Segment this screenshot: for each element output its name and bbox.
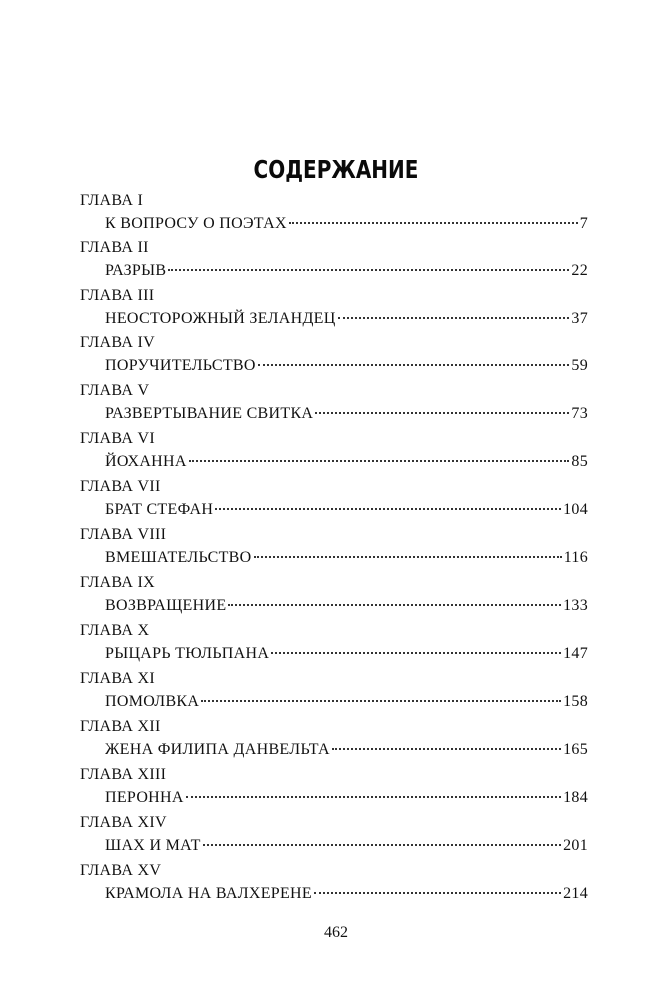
chapter-label: ГЛАВА IV bbox=[80, 334, 155, 351]
dot-leader bbox=[254, 555, 562, 558]
chapter-page: 214 bbox=[563, 885, 588, 902]
chapter-title: ВОЗВРАЩЕНИЕ bbox=[105, 597, 227, 614]
toc-entry bbox=[105, 213, 588, 235]
chapter-title: ПОМОЛВКА bbox=[105, 693, 200, 710]
toc-entry bbox=[105, 835, 588, 857]
toc-entry bbox=[105, 451, 588, 473]
chapter-label: ГЛАВА V bbox=[80, 382, 150, 399]
dot-leader bbox=[186, 795, 561, 798]
chapter-page: 147 bbox=[563, 645, 588, 662]
toc-entry bbox=[105, 403, 588, 425]
chapter-page: 22 bbox=[571, 262, 588, 279]
chapter-title: НЕОСТОРОЖНЫЙ ЗЕЛАНДЕЦ bbox=[105, 310, 336, 327]
chapter-label: ГЛАВА XIV bbox=[80, 814, 167, 831]
chapter-page: 104 bbox=[563, 501, 588, 518]
dot-leader bbox=[168, 268, 569, 271]
dot-leader bbox=[215, 507, 561, 510]
toc-entry bbox=[105, 260, 588, 282]
page-number: 462 bbox=[324, 924, 348, 941]
dot-leader bbox=[189, 459, 570, 462]
dot-leader bbox=[258, 363, 570, 366]
dot-leader bbox=[314, 891, 561, 894]
chapter-label: ГЛАВА II bbox=[80, 239, 149, 256]
chapter-title: ВМЕШАТЕЛЬСТВО bbox=[105, 549, 252, 566]
chapter-page: 116 bbox=[563, 549, 588, 566]
chapter-label: ГЛАВА VII bbox=[80, 478, 161, 495]
chapter-label: ГЛАВА VI bbox=[80, 430, 155, 447]
toc-entry bbox=[105, 883, 588, 905]
chapter-title: РЫЦАРЬ ТЮЛЬПАНА bbox=[105, 645, 270, 662]
dot-leader bbox=[271, 651, 561, 654]
toc-entry bbox=[105, 355, 588, 377]
toc-entry bbox=[105, 643, 588, 665]
chapter-title: РАЗВЕРТЫВАНИЕ СВИТКА bbox=[105, 405, 314, 422]
toc-entry bbox=[105, 499, 588, 521]
chapter-page: 201 bbox=[563, 837, 588, 854]
dot-leader bbox=[203, 843, 561, 846]
chapter-label: ГЛАВА XIII bbox=[80, 766, 167, 783]
chapter-label: ГЛАВА IX bbox=[80, 574, 155, 591]
chapter-title: РАЗРЫВ bbox=[105, 262, 167, 279]
toc-entry bbox=[105, 787, 588, 809]
dot-leader bbox=[228, 603, 561, 606]
chapter-page: 165 bbox=[563, 741, 588, 758]
chapter-title: ПОРУЧИТЕЛЬСТВО bbox=[105, 357, 256, 374]
chapter-label: ГЛАВА XII bbox=[80, 718, 161, 735]
chapter-title: К ВОПРОСУ О ПОЭТАХ bbox=[105, 215, 287, 232]
chapter-page: 133 bbox=[563, 597, 588, 614]
chapter-label: ГЛАВА X bbox=[80, 622, 150, 639]
chapter-title: ЖЕНА ФИЛИПА ДАНВЕЛЬТА bbox=[105, 741, 330, 758]
chapter-label: ГЛАВА VIII bbox=[80, 526, 167, 543]
chapter-page: 59 bbox=[571, 357, 588, 374]
chapter-page: 85 bbox=[571, 453, 588, 470]
dot-leader bbox=[332, 747, 561, 750]
chapter-title: ПЕРОННА bbox=[105, 789, 184, 806]
toc-entry bbox=[105, 739, 588, 761]
dot-leader bbox=[338, 316, 570, 319]
dot-leader bbox=[289, 221, 578, 224]
chapter-title: КРАМОЛА НА ВАЛХЕРЕНЕ bbox=[105, 885, 312, 902]
chapter-label: ГЛАВА XV bbox=[80, 862, 162, 879]
chapter-page: 73 bbox=[571, 405, 588, 422]
chapter-page: 158 bbox=[563, 693, 588, 710]
chapter-title: ШАХ И МАТ bbox=[105, 837, 201, 854]
toc-entry bbox=[105, 691, 588, 713]
chapter-label: ГЛАВА XI bbox=[80, 670, 155, 687]
chapter-page: 37 bbox=[571, 310, 588, 327]
chapter-label: ГЛАВА I bbox=[80, 192, 144, 209]
dot-leader bbox=[315, 411, 569, 414]
toc-entry bbox=[105, 595, 588, 617]
dot-leader bbox=[201, 699, 561, 702]
chapter-page: 184 bbox=[563, 789, 588, 806]
chapter-title: БРАТ СТЕФАН bbox=[105, 501, 214, 518]
toc-entry bbox=[105, 547, 588, 569]
page-title: СОДЕРЖАНИЕ bbox=[253, 155, 419, 184]
toc-entry bbox=[105, 308, 588, 330]
chapter-title: ЙОХАННА bbox=[105, 453, 187, 470]
chapter-label: ГЛАВА III bbox=[80, 287, 155, 304]
chapter-page: 7 bbox=[579, 215, 588, 232]
